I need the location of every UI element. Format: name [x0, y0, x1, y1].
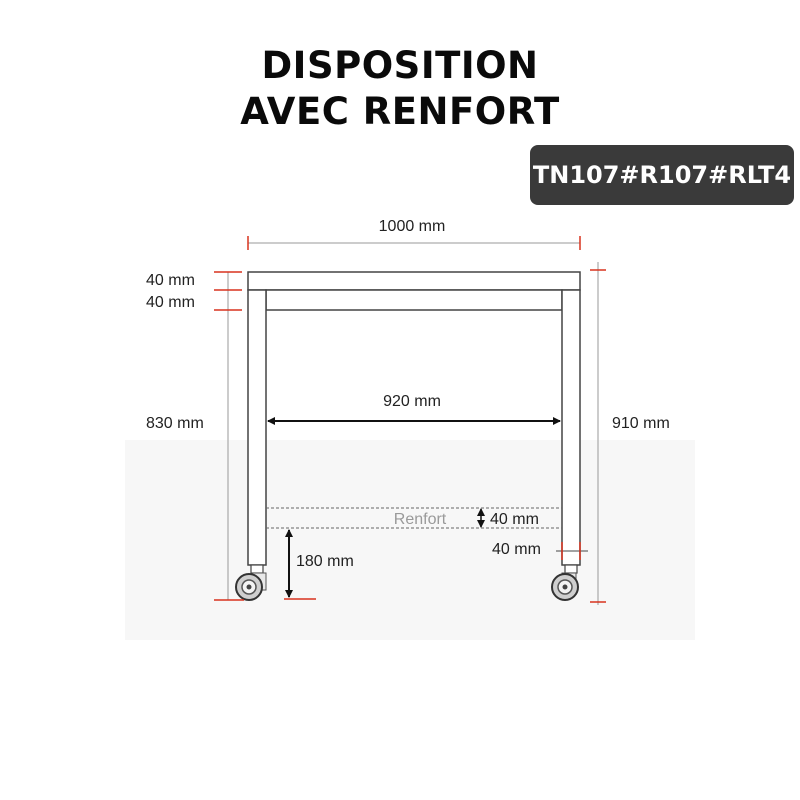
left-leg	[248, 290, 266, 565]
background-panels	[125, 440, 695, 640]
label-top-thickness: 40 mm	[146, 272, 195, 289]
label-apron-height: 40 mm	[146, 294, 195, 311]
title-line-2: AVEC RENFORT	[240, 90, 560, 133]
apron	[266, 290, 562, 310]
label-renfort-height: 40 mm	[490, 511, 539, 528]
label-total-height: 910 mm	[612, 415, 670, 432]
renfort-label: Renfort	[393, 511, 447, 528]
dimension-width-total	[248, 236, 580, 250]
label-inner-width: 920 mm	[383, 393, 441, 410]
label-leg-width: 40 mm	[492, 541, 541, 558]
title-line-1: DISPOSITION	[261, 44, 539, 87]
label-width-total: 1000 mm	[378, 218, 446, 235]
label-inner-height: 830 mm	[146, 415, 204, 432]
table-top	[248, 272, 580, 290]
label-renfort-clearance: 180 mm	[296, 553, 354, 570]
reference-badge: TN107#R107#RLT4	[530, 145, 794, 205]
right-leg	[562, 290, 580, 565]
